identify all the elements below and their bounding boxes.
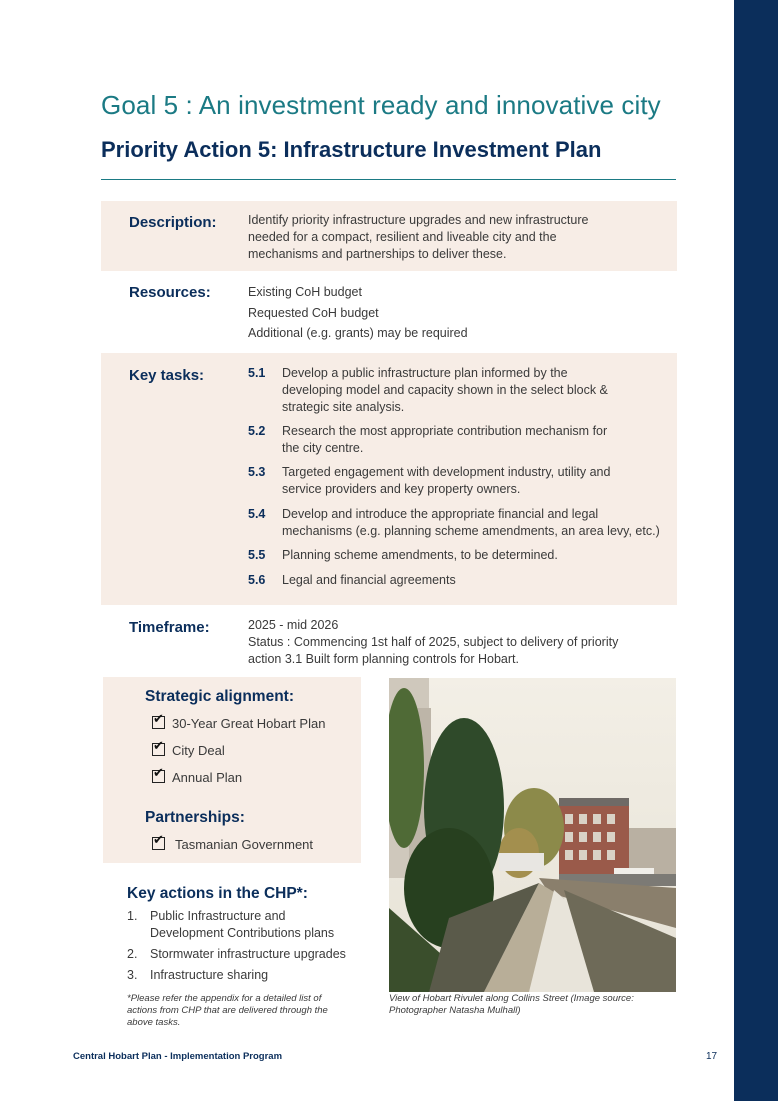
- key-action-item: [127, 967, 367, 984]
- priority-action-title: Priority Action 5: Infrastructure Investment Plan: [101, 137, 602, 162]
- alignment-item: [152, 770, 242, 785]
- task-number: 5.1: [248, 366, 266, 380]
- key-action-item: [127, 946, 367, 963]
- partnerships-title: Partnerships:: [145, 809, 245, 826]
- task-line: Legal and financial agreements: [282, 573, 456, 587]
- key-action-number: 1.: [127, 909, 138, 923]
- task-line: strategic site analysis.: [282, 400, 405, 414]
- key-actions-list: [127, 908, 367, 988]
- alignment-item-label: City Deal: [172, 743, 225, 758]
- checkbox-checked-icon: [152, 743, 165, 756]
- task-line: Develop and introduce the appropriate financial and legal: [282, 507, 599, 521]
- description-line: mechanisms and partnerships to deliver these.: [248, 247, 507, 261]
- footnote-line: *Please refer the appendix for a detailed list of: [127, 993, 322, 1004]
- alignment-item: [152, 743, 225, 758]
- alignment-item: [152, 716, 325, 731]
- footer-document-title: Central Hobart Plan - Implementation Program: [73, 1051, 283, 1062]
- description-text: [248, 212, 668, 263]
- task-number: 5.3: [248, 465, 266, 479]
- timeframe-line: 2025 - mid 2026: [248, 618, 339, 632]
- key-task-5-2: [248, 423, 678, 457]
- key-action-line: Stormwater infrastructure upgrades: [150, 947, 346, 961]
- key-action-line: Development Contributions plans: [150, 926, 335, 940]
- task-line: mechanisms (e.g. planning scheme amendments, an area levy, etc.): [282, 524, 660, 538]
- key-action-line: Infrastructure sharing: [150, 968, 269, 982]
- resources-text: [248, 282, 668, 344]
- task-number: 5.4: [248, 507, 266, 521]
- partnership-item: [152, 837, 313, 852]
- caption-line: View of Hobart Rivulet along Collins Street (Image source:: [389, 993, 634, 1004]
- key-task-5-5: [248, 547, 678, 564]
- key-task-5-1: [248, 365, 678, 416]
- key-actions-title: Key actions in the CHP*:: [127, 885, 308, 902]
- description-line: Identify priority infrastructure upgrades and new infrastructure: [248, 213, 589, 227]
- alignment-item-label: 30-Year Great Hobart Plan: [172, 716, 326, 731]
- task-line: the city centre.: [282, 441, 364, 455]
- key-tasks-label: Key tasks:: [129, 367, 205, 384]
- checkbox-checked-icon: [152, 837, 165, 850]
- resource-line: Additional (e.g. grants) may be required: [248, 326, 468, 340]
- key-action-number: 2.: [127, 947, 138, 961]
- key-action-line: Public Infrastructure and: [150, 909, 286, 923]
- footnote-line: above tasks.: [127, 1017, 181, 1028]
- side-color-bar: [734, 0, 778, 1101]
- photo-caption: [389, 993, 679, 1017]
- key-action-number: 3.: [127, 968, 138, 982]
- task-line: Targeted engagement with development industry, utility and: [282, 465, 611, 479]
- alignment-item-label: Annual Plan: [172, 770, 243, 785]
- resource-line: Requested CoH budget: [248, 305, 379, 320]
- footnote: [127, 993, 367, 1029]
- key-task-5-3: [248, 464, 678, 498]
- timeframe-line: action 3.1 Built form planning controls for Hobart.: [248, 652, 519, 666]
- description-line: needed for a compact, resilient and liveable city and the: [248, 230, 557, 244]
- timeframe-label: Timeframe:: [129, 619, 210, 636]
- task-line: Research the most appropriate contribution mechanism for: [282, 424, 608, 438]
- key-action-item: [127, 908, 367, 942]
- photo-illustration: [389, 678, 676, 992]
- task-line: Planning scheme amendments, to be determined.: [282, 548, 558, 562]
- task-number: 5.6: [248, 573, 266, 587]
- description-label: Description:: [129, 214, 217, 231]
- timeframe-text: [248, 617, 668, 668]
- footnote-line: actions from CHP that are delivered through the: [127, 1005, 328, 1016]
- title-divider: [101, 179, 676, 180]
- checkbox-checked-icon: [152, 716, 165, 729]
- resources-label: Resources:: [129, 284, 211, 301]
- goal-title: Goal 5 : An investment ready and innovative city: [101, 90, 661, 120]
- timeframe-line: Status : Commencing 1st half of 2025, subject to delivery of priority: [248, 635, 619, 649]
- strategic-alignment-title: Strategic alignment:: [145, 688, 294, 705]
- task-line: developing model and capacity shown in the select block &: [282, 383, 608, 397]
- caption-line: Photographer Natasha Mulhall): [389, 1005, 521, 1016]
- partnership-item-label: Tasmanian Government: [175, 837, 314, 852]
- page-number: 17: [706, 1051, 718, 1062]
- hobart-rivulet-photo: [389, 678, 676, 992]
- task-line: Develop a public infrastructure plan informed by the: [282, 366, 568, 380]
- task-number: 5.5: [248, 548, 266, 562]
- task-number: 5.2: [248, 424, 266, 438]
- task-line: service providers and key property owners.: [282, 482, 521, 496]
- key-task-5-6: [248, 572, 678, 589]
- key-task-5-4: [248, 506, 678, 540]
- resource-line: Existing CoH budget: [248, 285, 362, 299]
- checkbox-checked-icon: [152, 770, 165, 783]
